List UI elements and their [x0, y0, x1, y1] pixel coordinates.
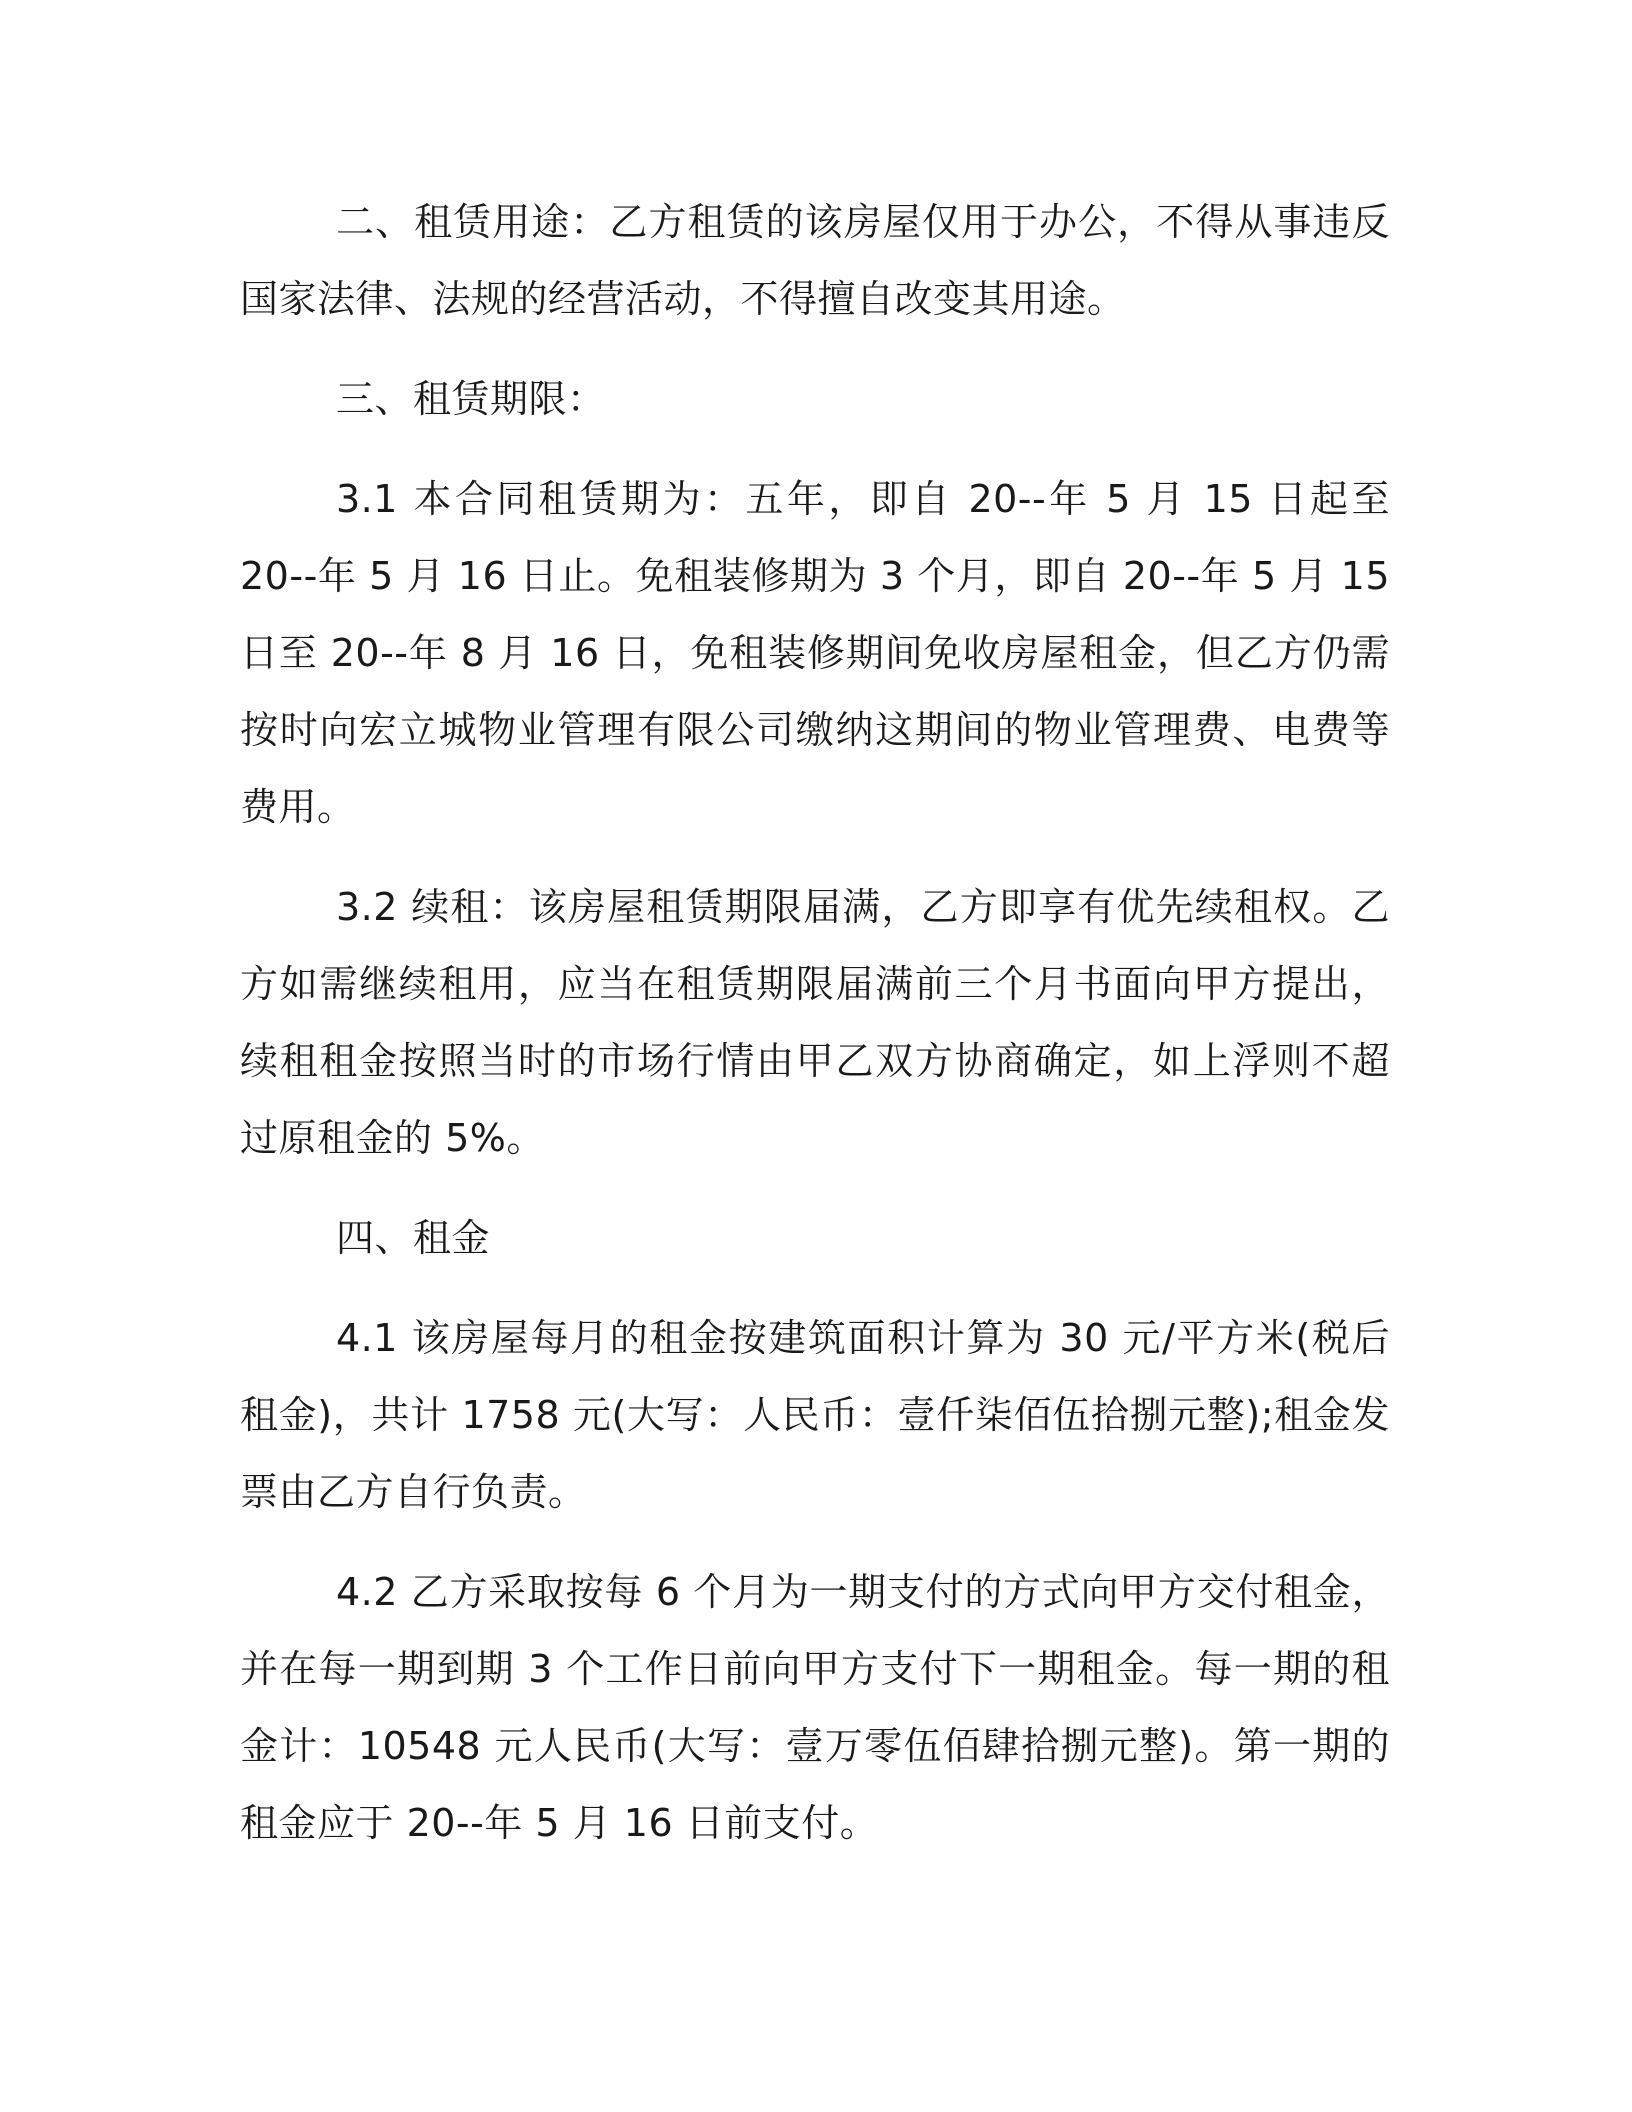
heading-rent: 四、租金 — [336, 1216, 491, 1260]
paragraph-monthly-rent: 4.1 该房屋每月的租金按建筑面积计算为 30 元/平方米(税后租金)，共计 1758 元(大写：人民币：壹仟柒佰伍拾捌元整);租金发票由乙方自行负责。 — [240, 1316, 1390, 1514]
paragraph-lease-purpose: 二、租赁用途：乙方租赁的该房屋仅用于办公，不得从事违反国家法律、法规的经营活动，不得擅自改变其用途。 — [240, 200, 1390, 321]
document-body — [240, 184, 1390, 1885]
paragraph-rent-payment: 4.2 乙方采取按每 6 个月为一期支付的方式向甲方交付租金，并在每一期到期 3 个工作日前向甲方支付下一期租金。每一期的租金计：10548 元人民币(大写：壹万零伍佰肆拾捌元整)。第一期的租金应于 20--年 5 月 16 日前支付。 — [240, 1570, 1390, 1845]
paragraph-renewal: 3.2 续租：该房屋租赁期限届满，乙方即享有优先续租权。乙方如需继续租用，应当在租赁期限届满前三个月书面向甲方提出，续租租金按照当时的市场行情由甲乙双方协商确定，如上浮则不超过原租金的 5%。 — [240, 885, 1390, 1160]
paragraph-lease-period: 3.1 本合同租赁期为：五年，即自 20--年 5 月 15 日起至 20--年 5 月 16 日止。免租装修期为 3 个月，即自 20--年 5 月 15 日至 20--年 8 月 16 日，免租装修期间免收房屋租金，但乙方仍需按时向宏立城物业管理有限公司缴纳这期间的物业管理费、电费等费用。 — [240, 477, 1390, 829]
heading-lease-term: 三、租赁期限： — [336, 377, 606, 421]
